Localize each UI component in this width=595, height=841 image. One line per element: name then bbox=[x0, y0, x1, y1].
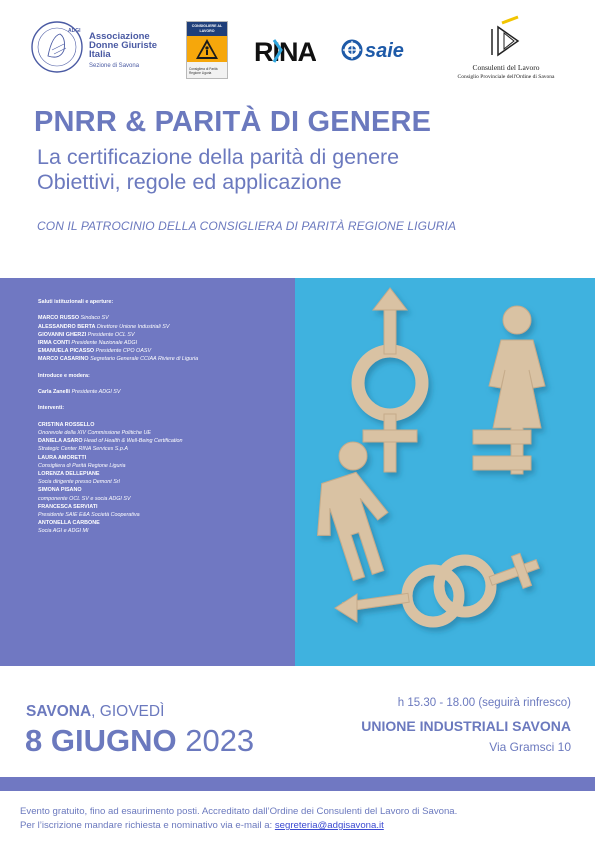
event-address: Via Gramsci 10 bbox=[489, 740, 571, 754]
speaker-role: Socia dirigente presso Demont Srl bbox=[38, 479, 120, 486]
greetings-heading: Saluti istituzionali e aperture: bbox=[38, 299, 114, 305]
moderator-heading: Introduce e modera: bbox=[38, 372, 90, 379]
event-time: h 15.30 - 18.00 (seguirà rinfresco) bbox=[397, 697, 571, 709]
footer-band bbox=[0, 777, 595, 791]
page-title: PNRR & PARITÀ DI GENERE bbox=[34, 106, 432, 138]
footer-registration-text: Per l’iscrizione mandare richiesta e nominativo via e-mail a: bbox=[20, 820, 275, 831]
speaker-name: CRISTINA ROSSELLO bbox=[38, 421, 95, 428]
consigliera-logo-title: CONSIGLIERE AL LAVORO bbox=[187, 22, 227, 36]
greeting-item bbox=[38, 347, 288, 355]
greeting-item bbox=[38, 323, 288, 331]
greeting-name: IRMA CONTI bbox=[38, 339, 70, 346]
logo-bar bbox=[0, 0, 595, 92]
greeting-role: Segretario Generale CCIAA Riviere di Liguria bbox=[90, 356, 199, 363]
consulenti-lavoro-mark bbox=[484, 15, 524, 61]
speaker-role: componente OCL SV e socia ADGI SV bbox=[38, 495, 131, 502]
interlocked-gender-symbols-icon bbox=[335, 553, 539, 622]
greeting-name: EMANUELA PICASSO bbox=[38, 348, 95, 355]
adgi-name-line: Italia bbox=[89, 49, 111, 60]
subtitle-line: Obiettivi, regole ed applicazione bbox=[37, 170, 342, 194]
event-city: SAVONA bbox=[26, 703, 92, 720]
greeting-name: MARCO RUSSO bbox=[38, 315, 80, 322]
adgi-name-line: Associazione bbox=[89, 31, 150, 42]
speaker-name: ANTONELLA CARBONE bbox=[38, 520, 100, 527]
footer-note: Evento gratuito, fino ad esaurimento posti. Accreditato dall’Ordine dei Consulenti del Lavoro di Savona. bbox=[20, 806, 458, 817]
speaker-name: DANIELA ASARO Head of Health & Well-Being Certification bbox=[38, 438, 183, 445]
greeting-item bbox=[38, 331, 288, 339]
event-venue: UNIONE INDUSTRIALI SAVONA bbox=[361, 718, 571, 734]
speaker-name: LAURA AMORETTI bbox=[38, 454, 87, 461]
speaker-name: FRANCESCA SERVIATI bbox=[38, 503, 98, 510]
page-subtitle bbox=[37, 145, 399, 195]
consulenti-lavoro-name bbox=[436, 63, 576, 80]
event-city-day bbox=[26, 703, 164, 721]
subtitle-line: La certificazione della parità di genere bbox=[37, 145, 400, 169]
saie-logo-text: saie bbox=[365, 40, 404, 62]
speaker-role: Onorevole della XIV Commissione Politiche UE bbox=[38, 430, 151, 436]
consulenti-lavoro-subtitle: Consiglio Provinciale dell'Ordine di Savona bbox=[457, 74, 555, 80]
moderator-item bbox=[38, 388, 288, 396]
email-link[interactable]: segreteria@adgisavona.it bbox=[274, 820, 384, 831]
greeting-role: Presidente OCL SV bbox=[87, 331, 135, 338]
speaker-role: Consigliera di Parità Regione Liguria bbox=[38, 462, 126, 469]
speaker-role: Head of Health & Well-Being Certification bbox=[84, 438, 183, 445]
moderator-name: Carla Zanelli bbox=[38, 389, 71, 396]
speaker-name: SIMONA PISANO bbox=[38, 487, 82, 494]
rina-logo bbox=[254, 36, 316, 66]
adgi-seal-logo bbox=[30, 20, 84, 74]
talks-heading: Interventi: bbox=[38, 405, 65, 412]
greeting-name: ALESSANDRO BERTA bbox=[38, 323, 96, 330]
moderator-role: Presidente ADGI SV bbox=[71, 389, 121, 396]
event-weekday: , GIOVEDÌ bbox=[91, 703, 165, 720]
consigliera-logo bbox=[186, 21, 228, 79]
patronage-line: CON IL PATROCINIO DELLA CONSIGLIERA DI PARITÀ REGIONE LIGURIA bbox=[37, 219, 457, 233]
event-date-year: 2023 bbox=[176, 723, 255, 758]
greeting-name: GIOVANNI GHERZI bbox=[38, 331, 87, 338]
greeting-item bbox=[38, 339, 288, 347]
saie-logo bbox=[340, 38, 428, 62]
greeting-role: Presidente CPO OASV bbox=[95, 348, 152, 355]
consulenti-lavoro-title: Consulenti del Lavoro bbox=[472, 63, 540, 72]
warning-sign-icon bbox=[187, 36, 227, 62]
greeting-item bbox=[38, 355, 288, 363]
event-date bbox=[25, 723, 254, 759]
program-list bbox=[38, 298, 288, 535]
adgi-section: Sezione di Savona bbox=[89, 63, 140, 69]
speaker-role: Strategic Center RINA Services S.p.A bbox=[38, 446, 128, 453]
greeting-role: Sindaco SV bbox=[80, 315, 109, 322]
consigliera-logo-band bbox=[187, 36, 227, 62]
event-date-day: 8 GIUGNO bbox=[25, 723, 177, 758]
adgi-name-line: Donne Giuriste bbox=[89, 40, 158, 51]
greeting-role: Direttore Unione Industriali SV bbox=[96, 323, 170, 330]
footer-registration bbox=[20, 820, 384, 831]
speaker-name: LORENZA DELLEPIANE bbox=[38, 470, 100, 477]
adgi-seal-text: ADGI bbox=[68, 28, 81, 34]
male-female-symbol-icon bbox=[358, 288, 422, 472]
speaker-role: Socia AGI e ADGI MI bbox=[38, 528, 89, 535]
gender-symbols-photo bbox=[295, 278, 595, 666]
greeting-role: Presidente Nazionale ADGI bbox=[71, 339, 138, 346]
greeting-name: MARCO CASARINO bbox=[38, 356, 89, 363]
adgi-name bbox=[89, 32, 157, 71]
speaker-role: Presidente SAIE E&A Società Cooperativa bbox=[38, 511, 140, 518]
rina-logo-text: RINA bbox=[254, 37, 316, 66]
consigliera-logo-caption: Consigliera di Parità Regione Liguria bbox=[189, 67, 218, 75]
woman-figure-icon bbox=[489, 306, 545, 474]
greeting-item bbox=[38, 314, 288, 322]
gender-symbols-illustration bbox=[295, 278, 595, 666]
